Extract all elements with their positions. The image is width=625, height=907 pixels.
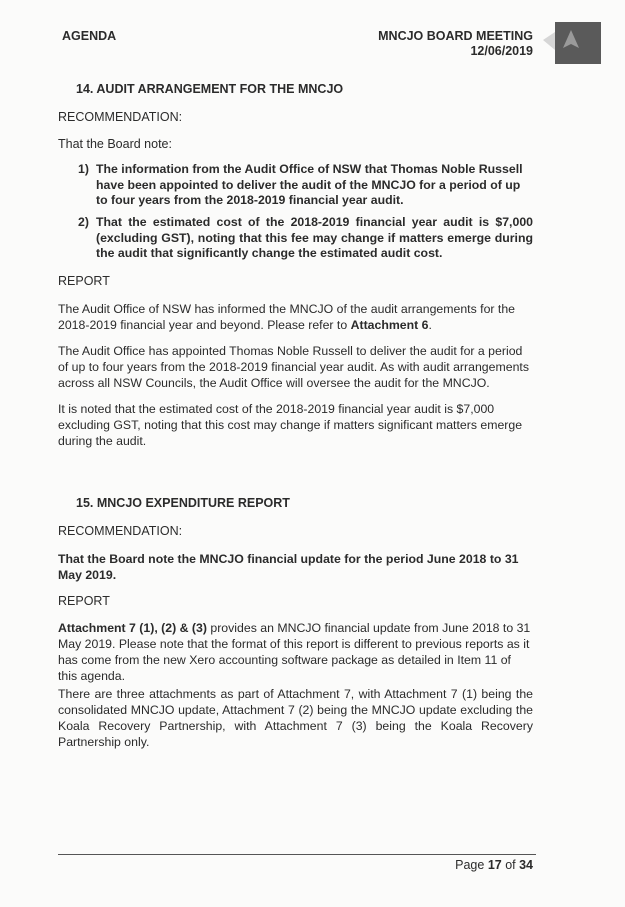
header-meeting-date: 12/06/2019: [470, 44, 533, 58]
section-14-recommendation-label: RECOMMENDATION:: [58, 110, 183, 124]
header-agenda-label: AGENDA: [62, 29, 117, 43]
paragraph-text: The Audit Office of NSW has informed the MNCJO of the audit arrangements for the 2018-2019 financial year and beyond. Please refer to: [58, 302, 516, 332]
attachment-reference: Attachment 6: [350, 318, 429, 332]
header-meeting-title: MNCJO BOARD MEETING: [378, 29, 533, 43]
paragraph-end: .: [428, 318, 432, 332]
section-15-title: 15. MNCJO EXPENDITURE REPORT: [76, 496, 290, 510]
footer-divider: [58, 854, 536, 855]
page-current: 17: [487, 858, 502, 872]
section-15-paragraph-1: [58, 620, 533, 684]
page-total: 34: [519, 858, 533, 872]
page-mid: of: [501, 858, 520, 872]
section-15-recommendation-text: That the Board note the MNCJO financial update for the period June 2018 to 31 May 2019.: [58, 552, 519, 582]
section-14-title: 14. AUDIT ARRANGEMENT FOR THE MNCJO: [76, 82, 344, 96]
section-15-report-label: REPORT: [58, 594, 110, 608]
section-14-paragraph-2: The Audit Office has appointed Thomas Noble Russell to deliver the audit for a period of up to four years from the 2018-2019 financial year audit. As with audit arrangements across all NSW Councils, the Audit Office will oversee the audit for the MNCJO.: [58, 344, 529, 390]
mncjo-logo-icon: [541, 20, 603, 66]
recommendation-item-1: [78, 162, 533, 209]
paragraph-text: provides an MNCJO financial update from June 2018 to 31 May 2019. Please note that the format of this report is different to previous reports as it has come from the new Xero accounting software package as detailed in Item 11 of this agenda.: [58, 621, 531, 683]
section-15-paragraph-2: There are three attachments as part of Attachment 7, with Attachment 7 (1) being the consolidated MNCJO update, Attachment 7 (2) being the MNCJO update excluding the Koala Recovery Partnership, with Attachment 7 (3) being the Koala Recovery Partnership only.: [58, 687, 533, 749]
page-prefix: Page: [455, 858, 488, 872]
attachment-reference: Attachment 7 (1), (2) & (3): [58, 621, 207, 635]
recommendation-item-2: [78, 215, 533, 262]
section-15-recommendation-label: RECOMMENDATION:: [58, 524, 183, 538]
header-meeting-info: [378, 29, 533, 59]
section-14-paragraph-1: [58, 301, 533, 333]
item-text: The information from the Audit Office of NSW that Thomas Noble Russell have been appointed to deliver the audit of the MNCJO for a period of up to four years from the 2018-2019 financial year audit.: [96, 162, 523, 207]
section-14-report-label: REPORT: [58, 274, 110, 288]
page-number: [455, 858, 533, 872]
item-text: That the estimated cost of the 2018-2019 financial year audit is $7,000 (excluding GST), noting that this fee may change if matters emerge during the audit that significantly change the estimated audit cost.: [96, 215, 533, 260]
section-14-paragraph-3: It is noted that the estimated cost of the 2018-2019 financial year audit is $7,000 excluding GST, noting that this cost may change if matters significant matters emerge during the audit.: [58, 402, 523, 448]
section-14-board-note: That the Board note:: [58, 137, 172, 151]
item-number: 1): [78, 162, 89, 176]
item-number: 2): [78, 215, 89, 229]
